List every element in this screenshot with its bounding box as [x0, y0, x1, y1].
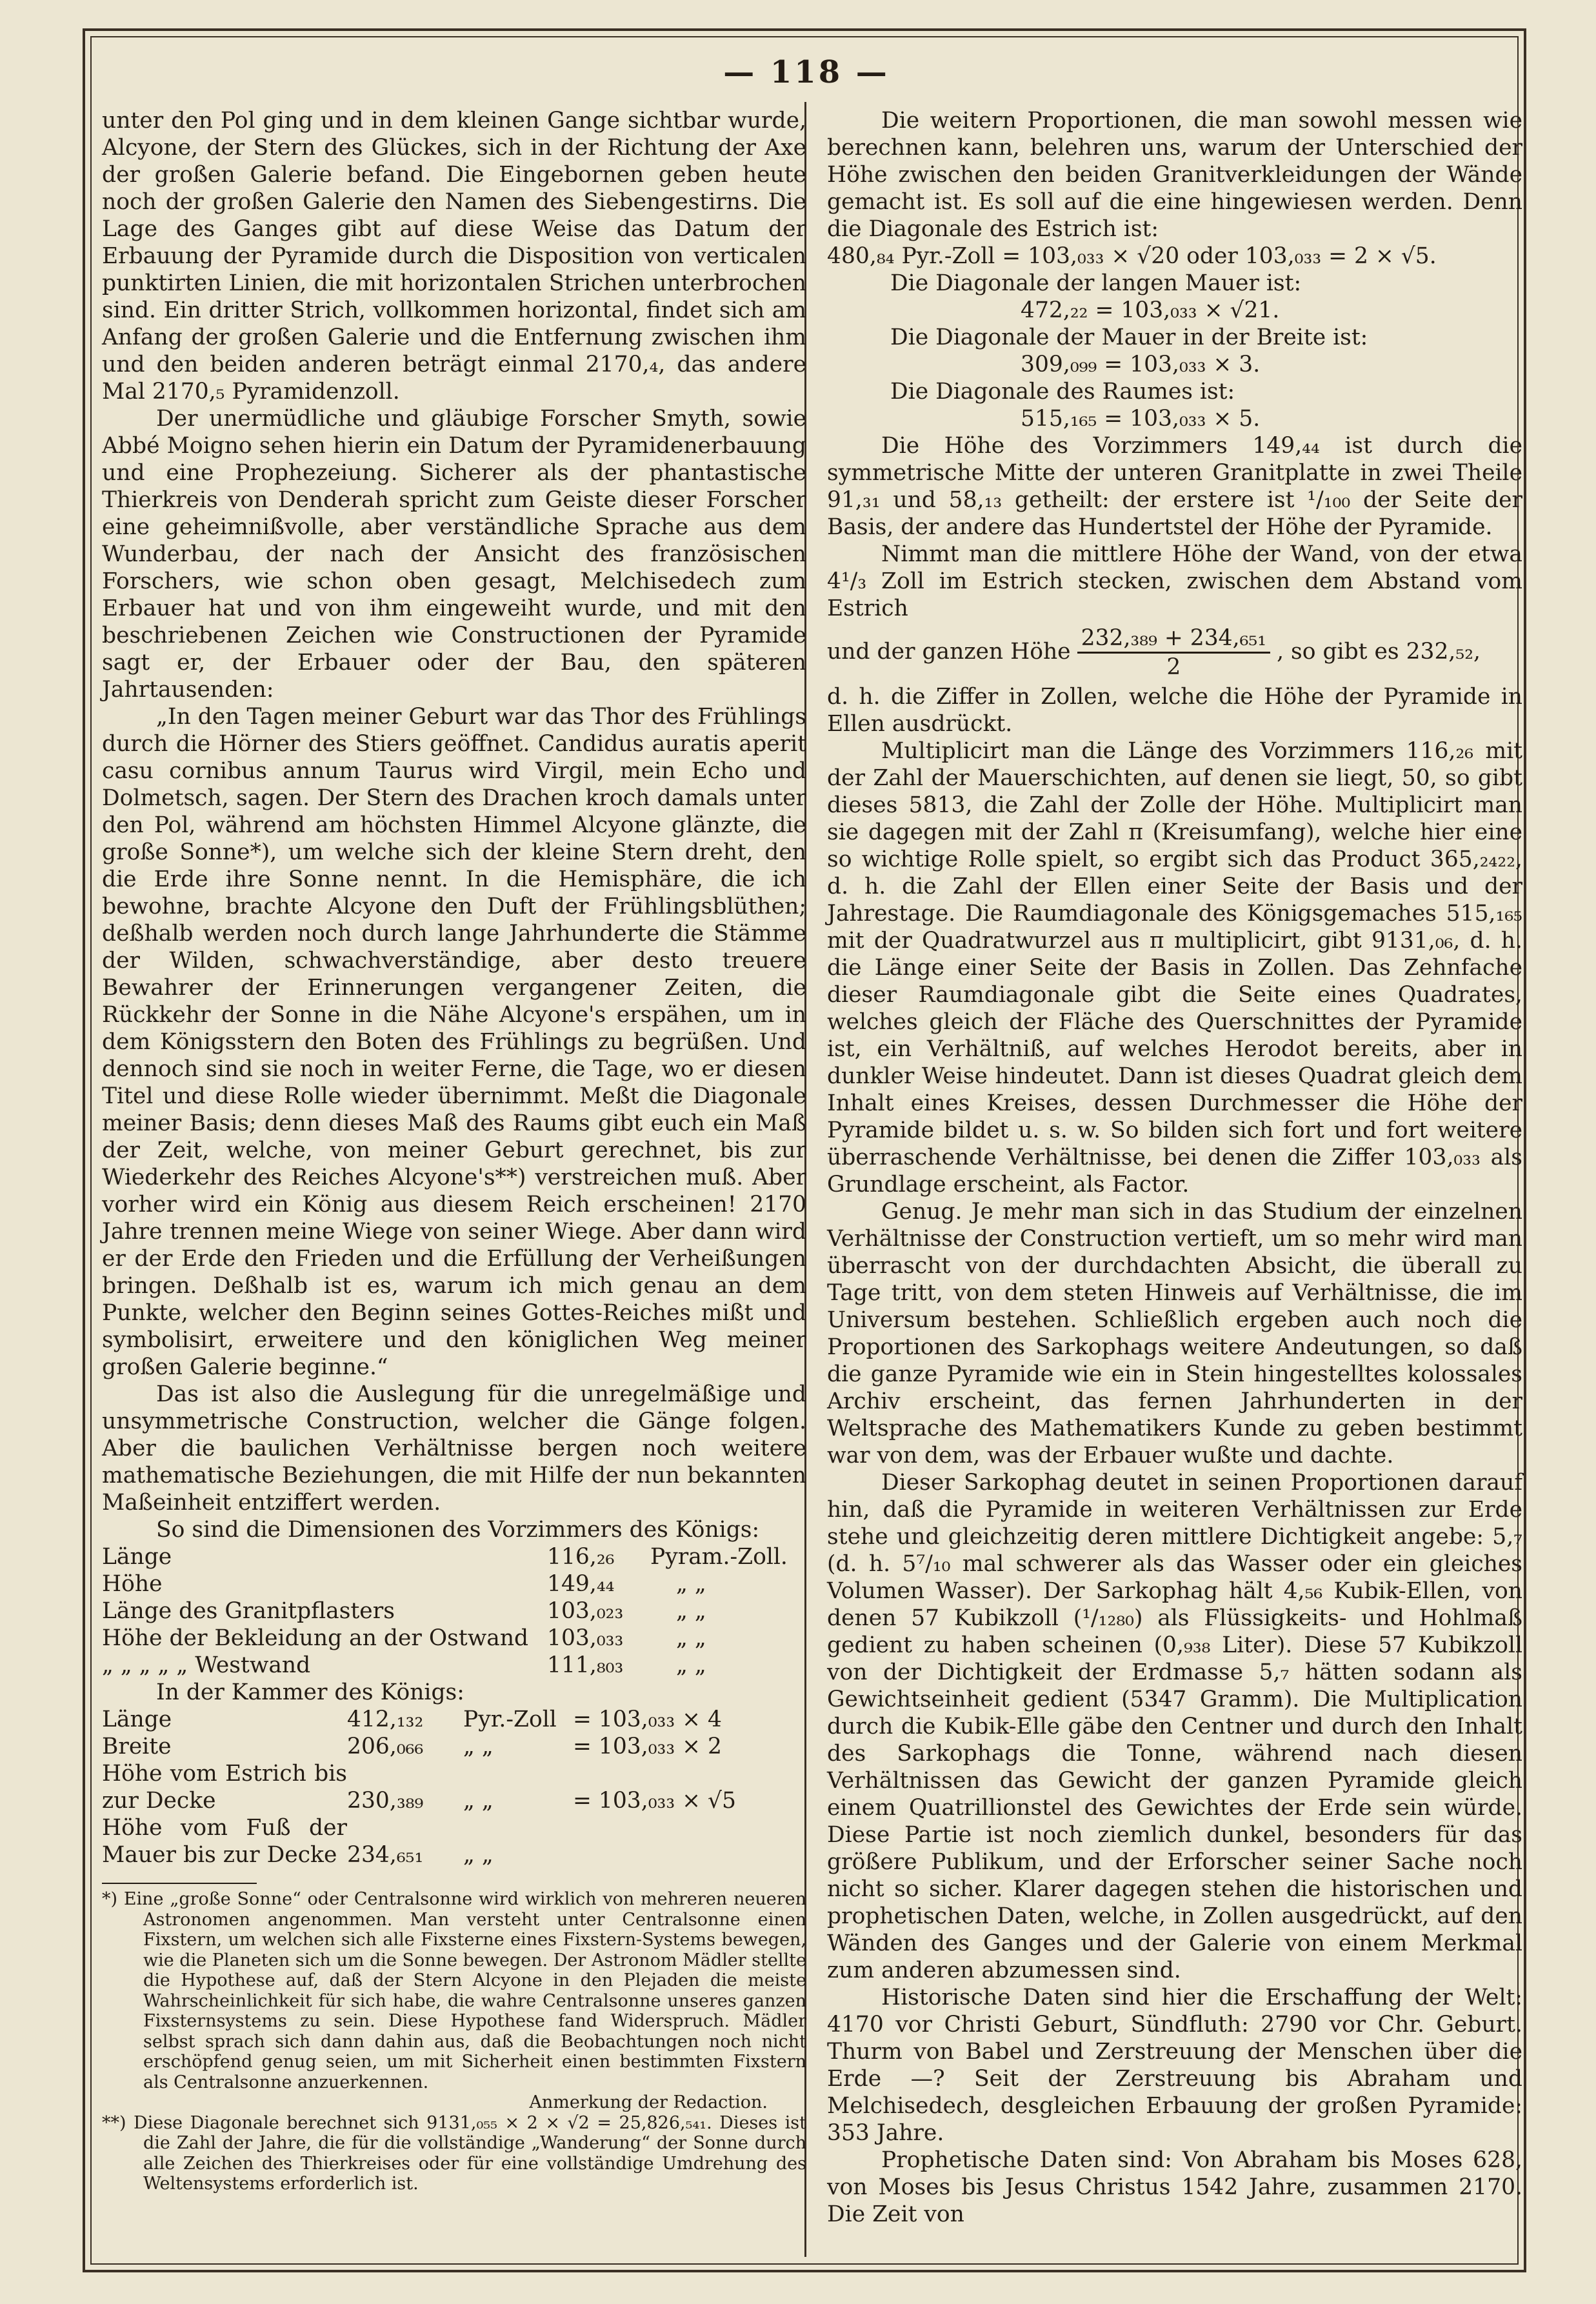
- dim-label: Länge: [102, 1707, 172, 1732]
- paragraph: Genug. Je mehr man sich in das Studium der einzelnen Verhältnisse der Construction vertieft, um so mehr wird man überrascht von der durchdachten Absicht, die überall zu Tage tritt, von dem steten Hinweis auf Verhältnisse, die im Universum bestehen. Schließlich ergeben auch noch die Proportionen des Sarkophags weitere Andeutungen, so daß die ganze Pyramide wie ein in Stein hingestelltes kolossales Archiv erscheint, das fernen Jahrhunderten in der Weltsprache des Mathematikers Kunde zu geben bestimmt war von dem, was der Erbauer wußte und dachte.: [827, 1199, 1522, 1468]
- paragraph: Der unermüdliche und gläubige Forscher Smyth, sowie Abbé Moigno sehen hierin ein Datum der Pyramidenerbauung und eine Prophezeiung. Sicherer als der phantastische Thierkreis von Denderah spricht zum Geiste dieser Forscher eine geheimnißvolle, aber verständliche Sprache aus dem Wunderbau, der nach der Ansicht des französischen Forschers, wie schon oben gesagt, Melchisedech zum Erbauer hat und von ihm eingeweiht wurde, und mit den beschriebenen Zeichen wie Constructionen der Pyramide sagt er, der Erbauer oder der Bau, den späteren Jahrtausenden:: [102, 406, 806, 703]
- diagonal-text: Die Diagonale des Raumes ist:: [890, 379, 1235, 405]
- page-number: — 118 —: [723, 54, 890, 90]
- text-span: Nimmt man die mittlere Höhe der Wand, von der etwa 4¹/₃ Zoll im Estrich stecken, zwischen dem Abstand vom Estrich: [827, 541, 1522, 621]
- table-row: [102, 1760, 806, 1814]
- dim-unit: „ „: [463, 1788, 494, 1814]
- dim-unit: Pyr.-Zoll: [463, 1707, 557, 1732]
- paragraph: Das ist also die Auslegung für die unregelmäßige und unsymmetrische Construction, welcher die Gänge folgen. Aber die baulichen Verhältnisse bergen noch weitere mathematische Beziehungen, die mit Hilfe der nun bekannten Maßeinheit entziffert werden.: [102, 1381, 806, 1516]
- right-column: [827, 107, 1522, 2228]
- footnotes: [102, 1889, 806, 2194]
- paragraph: [827, 541, 1522, 622]
- dim-label: Höhe vom Fuß der Mauer bis zur Decke: [102, 1815, 347, 1868]
- table-row: [102, 1625, 806, 1652]
- paragraph: unter den Pol ging und in dem kleinen Gange sichtbar wurde, Alcyone, der Stern des Glückes, sich in der Richtung der Axe der großen Galerie befand. Die Eingebornen geben heute noch der großen Galerie den Namen des Siebengestirns. Die Lage des Ganges gibt auf diese Weise das Datum der Erbauung der Pyramide durch die Disposition von verticalen punktirten Linien, die mit horizontalen Strichen unterbrochen sind. Ein dritter Strich, vollkommen horizontal, findet sich am Anfang der großen Galerie und die Entfernung zwischen ihm und den beiden anderen beträgt einmal 2170,₄, das andere Mal 2170,₅ Pyramidenzoll.: [102, 108, 806, 405]
- table-row: [102, 1733, 806, 1760]
- footnote-signature: Anmerkung der Redaction.: [529, 2092, 768, 2112]
- dim-value: 116,₂₆: [547, 1544, 615, 1570]
- table-row: [102, 1598, 806, 1625]
- dim-label: Länge des Granitpflasters: [102, 1598, 395, 1624]
- paragraph: Historische Daten sind hier die Erschaffung der Welt: 4170 vor Christi Geburt, Sündfluth: 2790 vor Chr. Geburt. Thurm von Babel und Zerstreuung der Menschen über die Erde —? Seit der Zerstreuung bis Abraham und Melchisedech, desgleichen Erbauung der großen Pyramide: 353 Jahre.: [827, 1985, 1522, 2146]
- equation-wall-width: 309,₀₉₉ = 103,₀₃₃ × 3.: [1021, 352, 1261, 377]
- equation-long-wall: 472,₂₂ = 103,₀₃₃ × √21.: [1021, 297, 1280, 323]
- footnote-1: *) Eine „große Sonne“ oder Centralsonne wird wirklich von mehreren neueren Astronomen angenommen. Man versteht unter Centralsonne einen Fixstern, um welchen sich alle Fixsterne eines Fixstern-Systems bewegen, wie die Planeten sich um die Sonne bewegen. Der Astronom Mädler stellte die Hypothese auf, daß der Stern Alcyone in den Plejaden die meiste Wahrscheinlichkeit für sich habe, die wahre Centralsonne unseres ganzen Fixsternsystems zu sein. Diese Hypothese fand Widerspruch. Mädler selbst sprach sich dann dahin aus, daß die Beobachtungen noch nicht erschöpfend genug seien, um mit Sicherheit einen bestimmten Fixstern als Centralsonne anzuerkennen.: [102, 1889, 806, 2092]
- equation-estrich: 480,₈₄ Pyr.-Zoll = 103,₀₃₃ × √20 oder 103,₀₃₃ = 2 × √5.: [827, 243, 1437, 269]
- dim-value: 234,₆₅₁: [347, 1842, 424, 1868]
- dim-label: Breite: [102, 1734, 172, 1759]
- paragraph: Die weitern Proportionen, die man sowohl messen wie berechnen kann, belehren uns, warum der Unterschied der Höhe zwischen den beiden Granitverkleidungen der Wände gemacht ist. Es soll auf die eine hingewiesen werden. Denn die Diagonale des Estrich ist:: [827, 108, 1522, 242]
- fraction-denominator: 2: [1166, 654, 1181, 680]
- dim-value: 149,₄₄: [547, 1571, 615, 1597]
- footnote-2: **) Diese Diagonale berechnet sich 9131,₀₅₅ × 2 × √2 = 25,826,₅₄₁. Dieses ist die Zahl der Jahre, die für die vollständige „Wanderung“ der Sonne durch alle Zeichen des Thierkreises oder für eine vollständige Umdrehung des Weltensystems erforderlich ist.: [102, 2112, 806, 2194]
- dim-label: Höhe vom Estrich bis zur Decke: [102, 1761, 347, 1814]
- mean-height-fraction: [1077, 625, 1270, 681]
- diagonal-text: Die Diagonale der langen Mauer ist:: [890, 270, 1302, 296]
- footnote-rule: [102, 1883, 257, 1884]
- dim-value: 206,₀₆₆: [347, 1734, 424, 1759]
- table-row: [102, 1814, 806, 1868]
- dim-unit: „ „: [463, 1734, 494, 1759]
- dim-unit: Pyram.-Zoll.: [650, 1544, 788, 1570]
- kings-chamber-dimensions-table: [102, 1706, 806, 1868]
- diagonal-text: Die Diagonale der Mauer in der Breite ist:: [890, 325, 1368, 350]
- paragraph: Dieser Sarkophag deutet in seinen Proportionen darauf hin, daß die Pyramide in weiteren Verhältnissen zur Erde stehe und gleichzeitig deren mittlere Dichtigkeit angebe: 5,₇ (d. h. 5⁷/₁₀ mal schwerer als das Wasser oder ein gleiches Volumen Wasser). Der Sarkophag hält 4,₅₆ Kubik-Ellen, von denen 57 Kubikzoll (¹/₁₂₈₀) als Flüssigkeits- und Hohlmaß gedient zu haben scheinen (0,₉₃₈ Liter). Diese 57 Kubikzoll von der Dichtigkeit der Erdmasse 5,₇ hätten sodann als Gewichtseinheit gedient (5347 Gramm). Die Multiplication durch die Kubik-Elle gäbe den Centner und durch den Inhalt des Sarkophags die Tonne, während nach diesen Verhältnissen das Gewicht der ganzen Pyramide gleich einem Quatrillionstel des Gewichtes der Erde sein würde. Diese Partie ist noch ziemlich dunkel, besonders für das größere Publikum, und der Erforscher seiner Sache noch nicht so sicher. Klarer dagegen stehen die historischen und prophetischen Daten, welche, in Zollen ausgedrückt, auf den Wänden des Ganges und der Galerie von einem Merkmal zum anderen abzumessen sind.: [827, 1470, 1522, 1983]
- text-span: , so gibt es 232,₅₂,: [1277, 639, 1481, 665]
- dim-value: 412,₁₃₂: [347, 1707, 424, 1732]
- antechamber-dimensions-table: [102, 1543, 806, 1679]
- table-row: [102, 1652, 806, 1679]
- dim-unit: „ „: [676, 1625, 706, 1651]
- table-row: [102, 1543, 806, 1570]
- dim-value: 230,₃₈₉: [347, 1788, 424, 1814]
- dim-value: 103,₀₂₃: [547, 1598, 624, 1624]
- fraction-line: [827, 625, 1522, 681]
- paragraph: d. h. die Ziffer in Zollen, welche die Höhe der Pyramide in Ellen ausdrückt.: [827, 684, 1522, 737]
- dim-label: Höhe: [102, 1571, 163, 1597]
- paragraph: Die Höhe des Vorzimmers 149,₄₄ ist durch die symmetrische Mitte der unteren Granitplatte in zwei Theile 91,₃₁ und 58,₁₃ getheilt: der erstere ist ¹/₁₀₀ der Seite der Basis, der andere das Hundertstel der Höhe der Pyramide.: [827, 433, 1522, 540]
- dim-label: Länge: [102, 1544, 172, 1570]
- dimensions-heading: So sind die Dimensionen des Vorzimmers des Königs:: [156, 1517, 760, 1543]
- paragraph: Multiplicirt man die Länge des Vorzimmers 116,₂₆ mit der Zahl der Mauerschichten, auf denen sie liegt, 50, so gibt dieses 5813, die Zahl der Zolle der Höhe. Multiplicirt man sie dagegen mit der Zahl π (Kreisumfang), welche hier eine so wichtige Rolle spielt, so ergibt sich das Product 365,₂₄₂₂, d. h. die Zahl der Ellen einer Seite der Basis und der Jahrestage. Die Raumdiagonale des Königsgemaches 515,₁₆₅ mit der Quadratwurzel aus π multiplicirt, gibt 9131,₀₆, d. h. die Länge einer Seite der Basis in Zollen. Das Zehnfache dieser Raumdiagonale gibt die Seite eines Quadrates, welches gleich der Fläche des Querschnittes der Pyramide ist, ein Verhältniß, auf welches Herodot bereits, aber in dunkler Weise hindeutet. Dann ist dieses Quadrat gleich dem Inhalt eines Kreises, dessen Durchmesser die Höhe der Pyramide bildet u. s. w. So bilden sich fort und fort weitere überraschende Verhältnisse, bei denen die Ziffer 103,₀₃₃ als Grundlage erscheint, als Factor.: [827, 738, 1522, 1197]
- dim-label: „ „ „ „ „ Westwand: [102, 1652, 311, 1678]
- dim-label: Höhe der Bekleidung an der Ostwand: [102, 1625, 529, 1651]
- text-span: und der ganzen Höhe: [827, 639, 1071, 665]
- dim-unit: „ „: [463, 1842, 494, 1868]
- dim-unit: „ „: [676, 1571, 706, 1597]
- dim-equation: [573, 1814, 806, 1868]
- chamber-heading: In der Kammer des Königs:: [156, 1679, 464, 1705]
- dim-equation: = 103,₀₃₃ × 4: [573, 1707, 722, 1732]
- equation-room: 515,₁₆₅ = 103,₀₃₃ × 5.: [1021, 406, 1261, 432]
- dim-value: 111,₈₀₃: [547, 1652, 624, 1678]
- paragraph: Prophetische Daten sind: Von Abraham bis Moses 628, von Moses bis Jesus Christus 1542 Jahre, zusammen 2170. Die Zeit von: [827, 2147, 1522, 2227]
- quote-paragraph: „In den Tagen meiner Geburt war das Thor des Frühlings durch die Hörner des Stiers geöffnet. Candidus auratis aperit casu cornibus annum Taurus wird Virgil, mein Echo und Dolmetsch, sagen. Der Stern des Drachen kroch damals unter den Pol, während am höchsten Himmel Alcyone glänzte, die große Sonne*), um welche sich der kleine Stern dreht, den die Erde ihre Sonne nennt. In die Hemisphäre, die ich bewohne, brachte Alcyone den Duft der Frühlingsblüthen; deßhalb werden noch durch lange Jahrhunderte die Stämme der Wilden, schwachverständige, aber desto treuere Bewahrer der Erinnerungen vergangener Zeiten, die Rückkehr der Sonne in die Nähe Alcyone's erspähen, um in dem Königsstern den Boten des Frühlings zu begrüßen. Und dennoch sind sie noch in weiter Ferne, die Tage, wo er diesen Titel und diese Rolle wieder übernimmt. Meßt die Diagonale meiner Basis; denn dieses Maß des Raums gibt euch ein Maß der Zeit, welche, von meiner Geburt gerechnet, bis zur Wiederkehr des Reiches Alcyone's**) verstreichen muß. Aber vorher wird ein König aus diesem Reich erscheinen! 2170 Jahre trennen meine Wiege von seiner Wiege. Aber dann wird er der Erde den Frieden und die Erfüllung der Verheißungen bringen. Deßhalb ist es, warum ich mich genau an dem Punkte, welcher den Beginn seines Gottes-Reiches mißt und symbolisirt, erweitere und den königlichen Weg meiner großen Galerie beginne.“: [102, 704, 806, 1380]
- dim-equation: = 103,₀₃₃ × √5: [573, 1788, 736, 1814]
- left-column: [102, 107, 806, 2194]
- table-row: [102, 1570, 806, 1598]
- fraction-numerator: 232,₃₈₉ + 234,₆₅₁: [1077, 625, 1270, 654]
- table-row: [102, 1706, 806, 1733]
- dim-value: 103,₀₃₃: [547, 1625, 624, 1651]
- dim-unit: „ „: [676, 1598, 706, 1624]
- dim-equation: = 103,₀₃₃ × 2: [573, 1734, 722, 1759]
- dim-unit: „ „: [676, 1652, 706, 1678]
